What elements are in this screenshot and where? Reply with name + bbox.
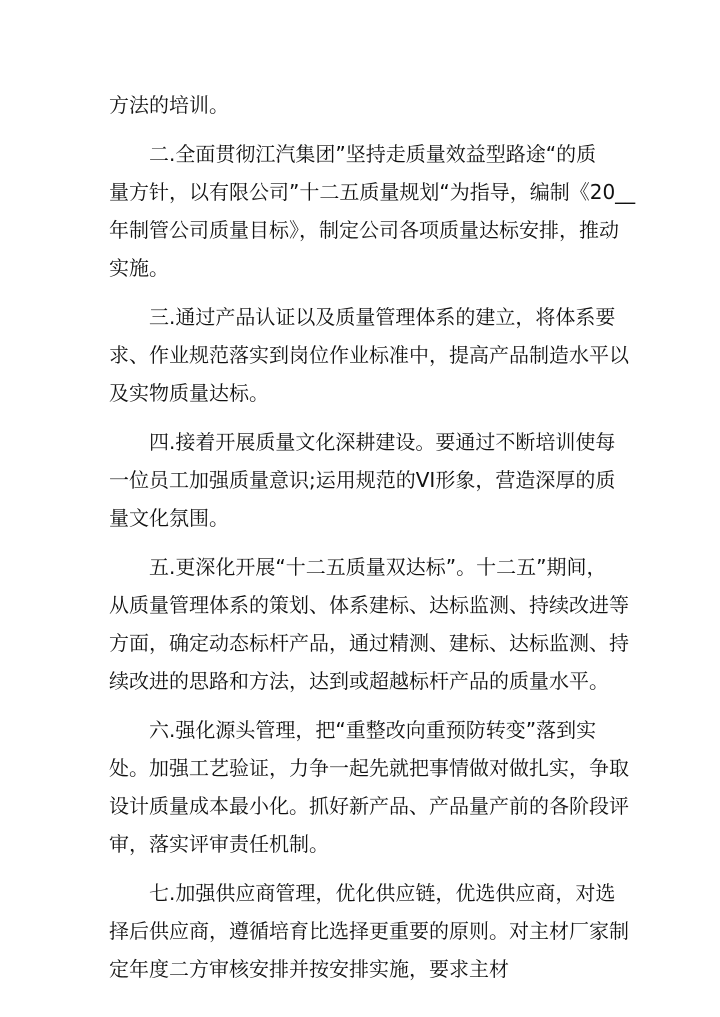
paragraph-6-line-4: 审，落实评审责任机制。 <box>109 832 329 856</box>
paragraph-3-line-3: 及实物质量达标。 <box>109 381 269 405</box>
paragraph-4-line-3: 量文化氛围。 <box>109 506 229 530</box>
paragraph-2-line-3: 年制管公司质量目标》，制定公司各项质量达标安排，推动 <box>109 218 619 242</box>
paragraph-7-line-3: 定年度二方审核安排并按安排实施，要求主材 <box>109 957 509 981</box>
paragraph-6-line-1: 六.强化源头管理，把“重整改向重预防转变”落到实 <box>149 718 597 742</box>
paragraph-6-line-2: 处。加强工艺验证，力争一起先就把事情做对做扎实，争取 <box>109 756 629 780</box>
paragraph-5-line-4: 续改进的思路和方法，达到或超越标杆产品的质量水平。 <box>109 669 609 693</box>
paragraph-2-line-1: 二.全面贯彻江汽集团”坚持走质量效益型路途“的质 <box>149 142 597 166</box>
paragraph-4-line-2: 一位员工加强质量意识;运用规范的VI形象，营造深厚的质 <box>109 468 616 492</box>
paragraph-7-line-2: 择后供应商，遵循培育比选择更重要的原则。对主材厂家制 <box>109 919 629 943</box>
paragraph-7-line-1: 七.加强供应商管理，优化供应链，优选供应商，对选 <box>149 881 616 905</box>
paragraph-6-line-3: 设计质量成本最小化。抓好新产品、产品量产前的各阶段评 <box>109 794 629 818</box>
paragraph-4-line-1: 四.接着开展质量文化深耕建设。要通过不断培训使每 <box>149 430 616 454</box>
document-body <box>109 86 636 988</box>
paragraph-2-line-2: 量方针，以有限公司”十二五质量规划“为指导，编制《20__ <box>109 180 636 204</box>
paragraph-3-line-2: 求、作业规范落实到岗位作业标准中，提高产品制造水平以 <box>109 343 629 367</box>
text-line-1: 方法的培训。 <box>109 93 229 117</box>
paragraph-3-line-1: 三.通过产品认证以及质量管理体系的建立，将体系要 <box>149 305 616 329</box>
paragraph-2-line-4: 实施。 <box>109 256 169 280</box>
paragraph-5-line-3: 方面，确定动态标杆产品，通过精测、建标、达标监测、持 <box>109 631 629 655</box>
paragraph-5-line-2: 从质量管理体系的策划、体系建标、达标监测、持续改进等 <box>109 593 629 617</box>
paragraph-5-line-1: 五.更深化开展“十二五质量双达标”。十二五”期间， <box>149 555 607 579</box>
